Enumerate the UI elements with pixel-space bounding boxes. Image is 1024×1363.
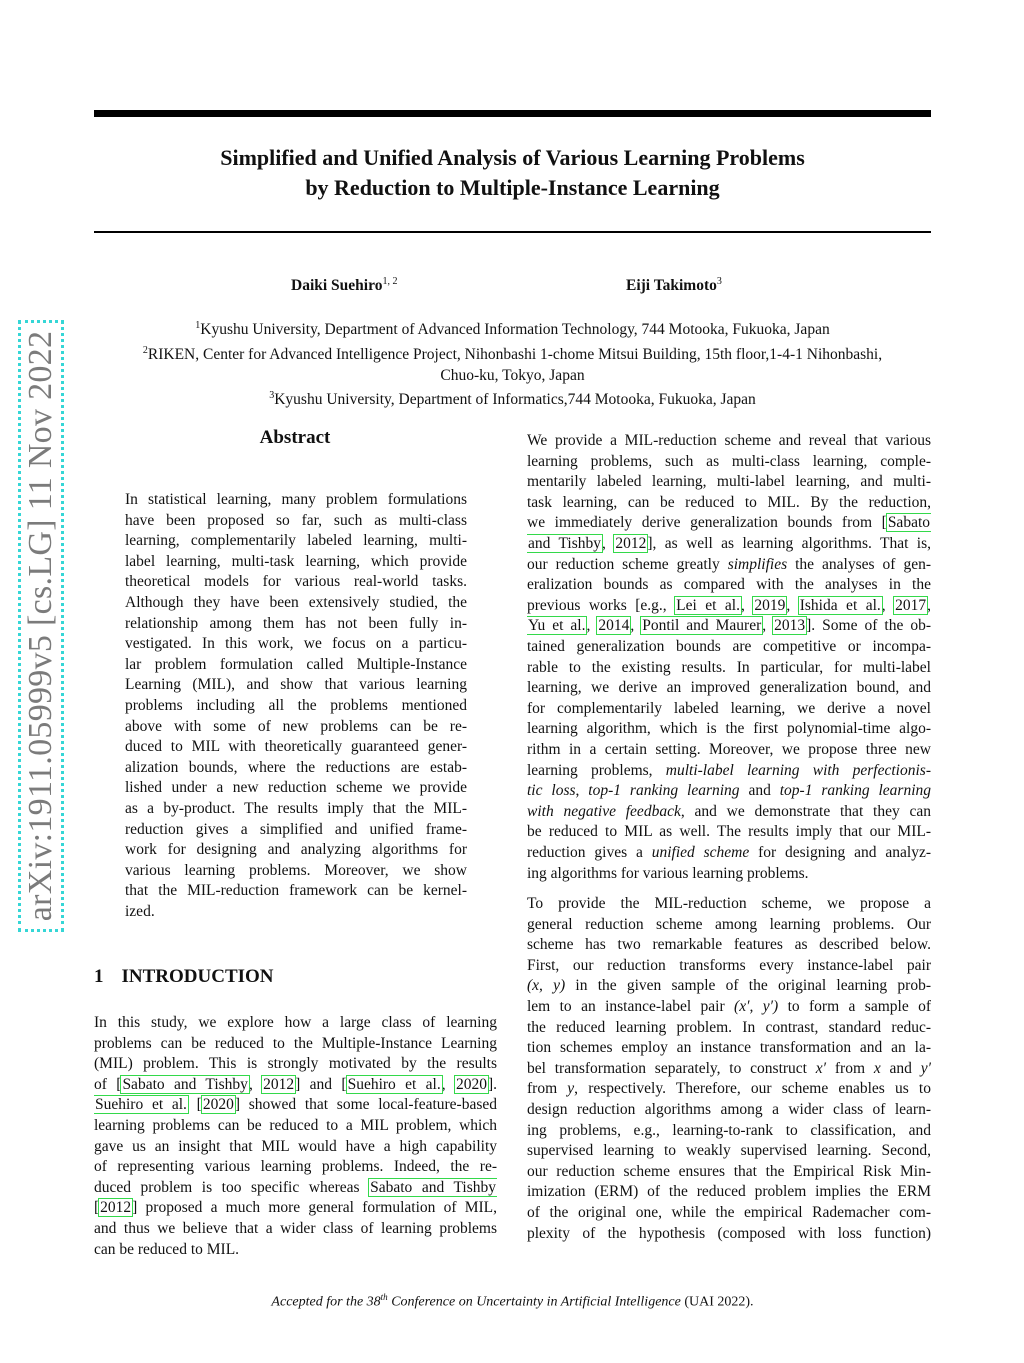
abstract-line: that the MIL-reduction framework can be kernel- bbox=[125, 882, 467, 900]
abstract-line: ized. bbox=[125, 903, 155, 920]
text: , bbox=[441, 1075, 455, 1093]
math: y bbox=[567, 1080, 575, 1098]
text: reduction gives a bbox=[527, 844, 652, 861]
title-line-2: by Reduction to Multiple-Instance Learning bbox=[305, 175, 720, 200]
abstract-line: label learning, multi-task learning, which provide bbox=[125, 552, 467, 570]
text: , bbox=[575, 782, 589, 800]
body-line: To provide the MIL-reduction scheme, we propose a bbox=[527, 895, 931, 912]
affiliation-2-sup: 2 bbox=[142, 344, 148, 356]
text: duced problem is too specific whereas bbox=[94, 1178, 370, 1196]
text: from bbox=[527, 1080, 568, 1098]
footer-sup: th bbox=[380, 1292, 388, 1302]
intro-line bbox=[94, 1095, 497, 1116]
body-line: mentarily labeled learning, multi-label learning, and multi- bbox=[527, 473, 931, 491]
abstract-line: In statistical learning, many problem formulations bbox=[125, 491, 467, 508]
text: ] and [ bbox=[295, 1075, 347, 1093]
affiliation-2 bbox=[94, 341, 931, 366]
citation-link[interactable]: 2020 bbox=[455, 1075, 487, 1093]
body-line bbox=[527, 534, 931, 555]
body-line: rable to the existing results. In particular, for multi-label bbox=[527, 658, 931, 676]
text: for designing and analyz- bbox=[749, 844, 931, 861]
body-line: learning algorithm, which is the first polynomial-time algo- bbox=[527, 720, 931, 738]
affiliation-2-cont bbox=[94, 366, 931, 387]
body-line: ing algorithms for various learning problems. bbox=[527, 864, 809, 882]
math: (x′, y′) bbox=[734, 998, 779, 1015]
intro-line: can be reduced to MIL. bbox=[94, 1240, 240, 1258]
text: , bbox=[630, 617, 642, 635]
math: x bbox=[873, 1059, 881, 1077]
text: the analyses of gen- bbox=[787, 555, 931, 573]
title-rule-bottom bbox=[94, 231, 931, 233]
emphasis: top-1 ranking learning bbox=[588, 782, 740, 800]
emphasis: with negative feedback bbox=[527, 802, 681, 820]
abstract-line: lar problem formulation called Multiple-Instance bbox=[125, 655, 467, 673]
text: ], as well as learning algorithms. That is, bbox=[647, 535, 931, 552]
body-line bbox=[527, 802, 931, 823]
title-rule-top bbox=[94, 110, 931, 117]
author-1-sup: 1, 2 bbox=[382, 276, 398, 287]
text: from bbox=[826, 1059, 874, 1077]
math: x′ bbox=[815, 1059, 827, 1077]
footer-text: (UAI 2022). bbox=[680, 1294, 754, 1310]
affiliation-2-cont-text: Chuo-ku, Tokyo, Japan bbox=[440, 366, 585, 384]
section-heading bbox=[94, 966, 274, 988]
citation-link[interactable]: 2012 bbox=[615, 535, 647, 552]
footer-text: Accepted for the 38 bbox=[271, 1294, 381, 1310]
citation-link[interactable]: 2017 bbox=[895, 596, 927, 614]
intro-line bbox=[94, 1198, 497, 1219]
text: [ bbox=[187, 1096, 202, 1114]
body-line: scheme has two remarkable features as described below. bbox=[527, 936, 931, 954]
footer-text: Conference on Uncertainty in Artificial Intelligence bbox=[387, 1294, 681, 1310]
citation-link[interactable]: Sabato and Tishby bbox=[122, 1075, 248, 1093]
citation-link[interactable]: and Tishby bbox=[528, 535, 602, 552]
body-line: supervised learning to weakly supervised learning. Second, bbox=[527, 1142, 931, 1160]
text: , bbox=[248, 1075, 263, 1093]
body-line: eralization bounds as compared with the analyses in the bbox=[527, 576, 931, 594]
abstract-line: various learning problems. Moreover, we show bbox=[125, 861, 467, 879]
citation-link[interactable]: Suehiro et al. bbox=[347, 1075, 441, 1093]
abstract-line: lished under a new reduction scheme we provide bbox=[125, 779, 467, 797]
body-line bbox=[527, 761, 931, 782]
citation-link[interactable]: Ishida et al. bbox=[799, 596, 881, 614]
citation-link[interactable]: 2012 bbox=[100, 1199, 132, 1217]
abstract-line: alization bounds, where the reductions are estab- bbox=[125, 758, 467, 776]
math: (x, y) bbox=[527, 977, 566, 995]
text: , and we demonstrate that they can bbox=[680, 802, 931, 820]
body-line: tion schemes employ an instance transformation and an la- bbox=[527, 1039, 931, 1057]
body-line bbox=[527, 513, 931, 534]
text: [ bbox=[94, 1199, 100, 1217]
affiliation-3-text: Kyushu University, Department of Informatics,744 Motooka, Fukuoka, Japan bbox=[274, 391, 756, 409]
abstract-line: reduction gives a simplified and unified frame- bbox=[125, 820, 467, 838]
abstract-heading: Abstract bbox=[259, 427, 331, 448]
text: lem to an instance-label pair bbox=[527, 998, 735, 1015]
author-2-sup: 3 bbox=[716, 276, 722, 287]
author-1-name: Daiki Suehiro bbox=[291, 277, 383, 295]
paper-title bbox=[94, 143, 931, 203]
body-line: the reduced learning problem. In contrast, standard reduc- bbox=[527, 1018, 931, 1036]
emphasis: multi-label learning with perfectionis- bbox=[665, 761, 931, 779]
text: previous works [e.g., bbox=[527, 596, 676, 614]
text: ] proposed a much more general formulation of MIL, bbox=[132, 1199, 497, 1217]
affiliation-3 bbox=[94, 386, 931, 411]
citation-link[interactable]: Sabato and Tishby bbox=[370, 1178, 496, 1196]
citation-link[interactable]: Lei et al. bbox=[676, 596, 740, 614]
body-line: for complementarily labeled learning, we derive a novel bbox=[527, 699, 931, 717]
body-line: First, our reduction transforms every instance-label pair bbox=[527, 956, 931, 974]
arxiv-stamp-text: arXiv:1911.05999v5 [cs.LG] 11 Nov 2022 bbox=[22, 330, 59, 922]
section-title: INTRODUCTION bbox=[121, 966, 274, 987]
footer-note bbox=[94, 1292, 931, 1311]
text: , bbox=[586, 617, 598, 635]
body-line: task learning, can be reduced to MIL. By the reduction, bbox=[527, 493, 931, 511]
affiliation-1-text: Kyushu University, Department of Advanced Information Technology, 744 Motooka, Fukuoka, Japan bbox=[200, 321, 830, 339]
affiliation-1 bbox=[94, 316, 931, 341]
text: in the given sample of the original learning prob- bbox=[565, 977, 931, 995]
author-1 bbox=[291, 276, 397, 295]
abstract-line: relationship among them has not been fully in- bbox=[125, 614, 467, 632]
citation-link[interactable]: Sabato bbox=[887, 514, 930, 532]
affiliations bbox=[94, 316, 931, 411]
body-line: plexity of the hypothesis (composed with loss function) bbox=[527, 1224, 931, 1242]
body-line bbox=[527, 997, 931, 1018]
body-line: our reduction scheme ensures that the Empirical Risk Min- bbox=[527, 1162, 931, 1180]
abstract-line: learning, complementarily labeled learning, multi- bbox=[125, 532, 467, 550]
body-line: tained generalization bounds are competitive or incompa- bbox=[527, 638, 931, 655]
citation-link[interactable]: Pontil and Maurer bbox=[642, 617, 762, 635]
text: , respectively. Therefore, our scheme enables us to bbox=[574, 1080, 931, 1098]
text: to form a sample of bbox=[778, 998, 931, 1015]
abstract-line: have been proposed so far, such as multi-class bbox=[125, 511, 467, 529]
citation-link[interactable]: 2020 bbox=[202, 1096, 234, 1114]
text: ]. Some of the ob- bbox=[806, 617, 931, 635]
text: , bbox=[740, 596, 754, 614]
emphasis: top-1 ranking learning bbox=[779, 782, 931, 800]
abstract-line: duced to MIL with theoretically guaranteed gener- bbox=[125, 738, 467, 756]
intro-line: and thus we believe that a wider class of learning problems bbox=[94, 1220, 497, 1237]
body-line: learning, we derive an improved generalization bound, and bbox=[527, 679, 931, 697]
body-line: ing problems, e.g., learning-to-rank to classification, and bbox=[527, 1121, 931, 1139]
body-line bbox=[527, 616, 931, 637]
citation-link[interactable]: 2014 bbox=[598, 617, 630, 635]
abstract-line: Learning (MIL), and show that various learning bbox=[125, 676, 467, 694]
body-line: of the original one, while the empirical Rademacher com- bbox=[527, 1204, 931, 1221]
text: ]. bbox=[487, 1075, 497, 1093]
body-line: rithm in a certain setting. Moreover, we propose three new bbox=[527, 741, 931, 758]
citation-link[interactable]: 2019 bbox=[754, 596, 786, 614]
intro-line bbox=[94, 1075, 497, 1096]
text: of [ bbox=[94, 1075, 122, 1093]
body-line: general reduction scheme among learning problems. Our bbox=[527, 915, 931, 933]
body-line bbox=[527, 596, 931, 617]
body-line bbox=[527, 555, 931, 576]
text: , bbox=[786, 596, 799, 614]
intro-line bbox=[94, 1178, 497, 1199]
abstract-line: work for designing and analyzing algorithms for bbox=[125, 841, 467, 859]
text: and bbox=[739, 782, 780, 800]
intro-line: of representing various learning problems. Indeed, the re- bbox=[94, 1158, 497, 1176]
intro-line: gave us an insight that MIL would have a high capability bbox=[94, 1137, 497, 1155]
citation-link[interactable]: Suehiro et al. bbox=[95, 1096, 187, 1114]
abstract-line: theoretical models for various real-world tasks. bbox=[125, 573, 467, 591]
intro-line: problems can be reduced to the Multiple-Instance Learning bbox=[94, 1034, 497, 1052]
affiliation-3-sup: 3 bbox=[269, 390, 275, 402]
text: , bbox=[927, 596, 931, 614]
citation-link[interactable]: 2012 bbox=[263, 1075, 295, 1093]
intro-line: learning problems can be reduced to a MIL problem, which bbox=[94, 1117, 497, 1134]
text: , bbox=[762, 617, 774, 635]
text: learning problems, bbox=[527, 761, 666, 779]
citation-link[interactable]: Yu et al. bbox=[528, 617, 586, 635]
abstract-line: as a by-product. The results imply that the MIL- bbox=[125, 800, 467, 817]
body-line bbox=[527, 976, 931, 997]
intro-line: (MIL) problem. This is strongly motivated by the results bbox=[94, 1055, 497, 1073]
text: ] showed that some local-feature-based bbox=[234, 1096, 497, 1114]
math: y′ bbox=[920, 1059, 931, 1077]
abstract-line: above with some of new problems can be re- bbox=[125, 717, 467, 735]
text: , bbox=[602, 535, 615, 552]
text: our reduction scheme greatly bbox=[527, 555, 728, 573]
title-line-1: Simplified and Unified Analysis of Various Learning Problems bbox=[220, 145, 805, 170]
affiliation-1-sup: 1 bbox=[195, 320, 201, 331]
body-line: imization (ERM) of the reduced problem implies the ERM bbox=[527, 1183, 931, 1201]
arxiv-stamp[interactable] bbox=[18, 320, 64, 932]
text: bel transformation separately, to construct bbox=[527, 1059, 816, 1077]
text: we immediately derive generalization bounds from [ bbox=[527, 514, 887, 532]
intro-line: In this study, we explore how a large class of learning bbox=[94, 1014, 497, 1031]
body-line bbox=[527, 1059, 931, 1080]
body-line bbox=[527, 1079, 931, 1100]
author-2 bbox=[626, 276, 722, 295]
abstract-line: Although they have been extensively studied, the bbox=[125, 594, 467, 611]
body-line bbox=[527, 843, 931, 864]
body-line: We provide a MIL-reduction scheme and reveal that various bbox=[527, 432, 931, 449]
body-line: design reduction algorithms among a wider class of learn- bbox=[527, 1101, 931, 1118]
text: and bbox=[880, 1059, 921, 1077]
affiliation-2-text: RIKEN, Center for Advanced Intelligence Project, Nihonbashi 1-chome Mitsui Building, 15th floor,1-4-1 Nihonbashi, bbox=[147, 345, 883, 363]
citation-link[interactable]: 2013 bbox=[774, 617, 806, 635]
author-2-name: Eiji Takimoto bbox=[626, 277, 717, 295]
abstract-line: vestigated. In this work, we focus on a particu- bbox=[125, 635, 467, 653]
body-line: learning problems, such as multi-class learning, comple- bbox=[527, 452, 931, 470]
section-number: 1 bbox=[94, 966, 104, 987]
emphasis: tic loss bbox=[527, 782, 576, 800]
emphasis: simplifies bbox=[727, 555, 788, 573]
body-line bbox=[527, 781, 931, 802]
text: , bbox=[881, 596, 895, 614]
emphasis: unified scheme bbox=[651, 844, 750, 861]
abstract-line: problems including all the problems mentioned bbox=[125, 697, 467, 714]
body-line: be reduced to MIL as well. The results imply that our MIL- bbox=[527, 823, 931, 841]
